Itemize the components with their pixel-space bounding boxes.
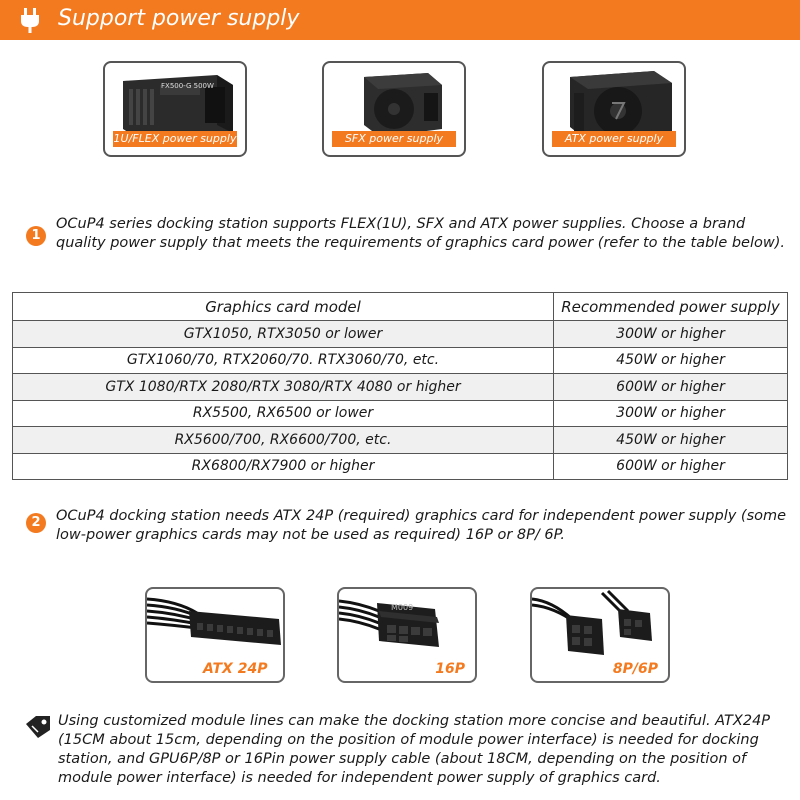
table-cell-power: 600W or higher [554,374,788,401]
table-cell-model: GTX1060/70, RTX2060/70. RTX3060/70, etc. [13,347,554,374]
cable-card-atx24p [145,587,285,683]
cable-label-atx24p: ATX 24P [203,661,268,677]
header-graphics-card-model: Graphics card model [13,293,554,321]
table-cell-model: RX5600/700, RX6600/700, etc. [13,427,554,454]
table-row [13,321,788,348]
page-title: Support power supply [58,6,300,31]
table-row [13,374,788,401]
step-number-2: 2 [26,513,46,533]
psu-label-sfx: SFX power supply [332,131,456,147]
table-row [13,453,788,480]
cable-label-8p6p: 8P/6P [612,661,658,677]
psu-card-sfx [322,61,466,157]
table-cell-power: 600W or higher [554,453,788,480]
section-header [0,0,800,40]
cable-card-8p6p [530,587,670,683]
16p-connector-print: M009 [391,603,414,612]
step-number-1: 1 [26,226,46,246]
table-row [13,347,788,374]
table-row [13,427,788,454]
flex-psu-print: FX500-G 500W [161,82,214,90]
tag-icon [24,714,52,738]
psu-label-atx: ATX power supply [552,131,676,147]
header-recommended-power: Recommended power supply [554,293,788,321]
table-cell-model: GTX 1080/RTX 2080/RTX 3080/RTX 4080 or higher [13,374,554,401]
cable-card-16p [337,587,477,683]
table-cell-model: GTX1050, RTX3050 or lower [13,321,554,348]
table-cell-model: RX6800/RX7900 or higher [13,453,554,480]
table-cell-power: 300W or higher [554,400,788,427]
section-2-text: OCuP4 docking station needs ATX 24P (required) graphics card for independent power supply (some low-power graphics cards may not be used as required) 16P or 8P/ 6P. [56,508,787,543]
plug-icon [16,6,44,34]
table-cell-power: 300W or higher [554,321,788,348]
table-cell-power: 450W or higher [554,347,788,374]
section-1-text: OCuP4 series docking station supports FLEX(1U), SFX and ATX power supplies. Choose a brand quality power supply that meets the requirements of graphics card power (refer to the table below). [56,216,786,251]
psu-card-flex [103,61,247,157]
module-cable-note: Using customized module lines can make the docking station more concise and beautiful. ATX24P (15CM about 15cm, depending on the position of module power interface) is needed for docking station, and GPU6P/8P or 16Pin power supply cable (about 18CM, depending on the position of module power interface) is needed for independent power supply of graphics card. [58,713,771,786]
table-row [13,400,788,427]
table-cell-model: RX5500, RX6500 or lower [13,400,554,427]
psu-card-atx [542,61,686,157]
table-cell-power: 450W or higher [554,427,788,454]
cable-label-16p: 16P [435,661,465,677]
power-supply-table [12,292,788,480]
psu-label-flex: 1U/FLEX power supply [113,132,237,145]
table-header-row [13,293,788,321]
